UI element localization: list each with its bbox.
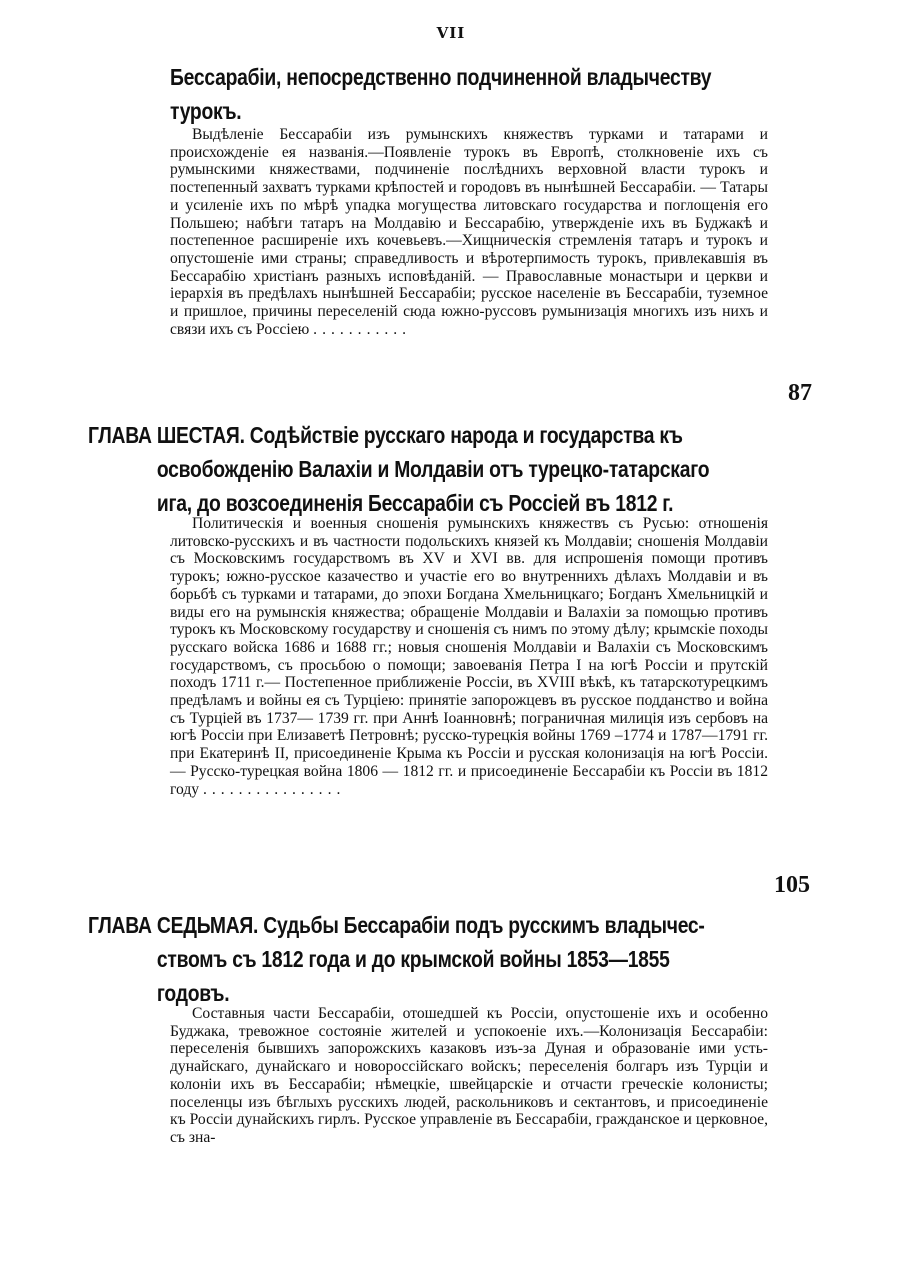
section5-heading: [170, 60, 711, 128]
heading-line: турокъ.: [170, 98, 242, 124]
summary-text: Политическія и военныя сношенія румынскихъ княжествъ съ Русью: отношенія литовско-русскихъ и въ частности подольскихъ князей къ Молдавіи; сношенія Молдавіи съ Московскимъ государствомъ въ XV и XVI вв. для испрошенія помощи противъ турокъ; южно-русское казачество и участіе его во внутреннихъ дѣлахъ Молдавіи и въ борьбѣ съ турками и татарами, до эпохи Богдана Хмельницкаго; Богданъ Хмельницкій и виды его на румынскія княжества; обращеніе Молдавіи и Валахіи за помощью противъ турокъ къ Московскому государству и сношенія съ нимъ по этому дѣлу; крымскіе походы русскаго войска 1686 и 1688 гг.; новыя сношенія Молдавіи и Валахіи съ Московскимъ государствомъ, съ просьбою о помощи; завоеванія Петра I на югѣ Россіи и прутскій походъ 1711 г.— Постепенное приближеніе Россіи, въ XVIII вѣкѣ, къ татарскотурецкимъ предѣламъ и войны ея съ Турціею: принятіе запорожцевъ въ русское подданство и война съ Турціей въ 1737— 1739 гг. при Аннѣ Іоанновнѣ; пограничная милиція изъ сербовъ на югѣ Россіи при Елизаветѣ Петровнѣ; русско-турецкія войны 1769 –1774 и 1787—1791 гг. при Екатеринѣ II, присоединеніе Крыма къ Россіи и русская колонизація на югѣ Россіи.— Русско-турецкая война 1806 — 1812 гг. и присоединеніе Бессарабіи къ Россіи въ 1812 году: [170, 515, 768, 798]
chapter-label: ГЛАВА: [88, 912, 152, 938]
heading-line: ига, до возсоединенія Бессарабіи съ Россіей въ 1812 г.: [156, 490, 674, 516]
chapter6-heading: [88, 418, 709, 520]
heading-line: Бессарабіи, непосредственно подчиненной владычеству: [170, 64, 712, 90]
section5-summary: [170, 126, 768, 338]
page-number-105: 105: [774, 872, 810, 898]
heading-line: СЕДЬМАЯ. Судьбы Бессарабіи подъ русскимъ владычес-: [156, 912, 705, 938]
chapter6-summary: [170, 515, 768, 798]
heading-line: ствомъ съ 1812 года и до крымской войны 1853—1855: [156, 946, 670, 972]
page-number-87: 87: [788, 380, 812, 406]
chapter7-heading: [88, 908, 705, 1010]
heading-line: ШЕСТАЯ. Содѣйствіе русскаго народа и государства къ: [156, 422, 683, 448]
dot-leader: ................: [203, 780, 346, 798]
chapter7-summary: [170, 1005, 768, 1147]
heading-line: годовъ.: [156, 980, 230, 1006]
summary-text: Составныя части Бессарабіи, отошедшей къ Россіи, опустошеніе ихъ и особенно Буджака, тревожное состояніе жителей и успокоеніе ихъ.—Колонизація Бессарабіи: переселенія бывшихъ запорожскихъ казаковъ изъ-за Дуная и образованіе ими усть-дунайскаго, дунайскаго и новороссійскаго войскъ; переселенія болгаръ изъ Турціи и колоніи ихъ въ Бессарабіи; нѣмецкіе, швейцарскіе и отчасти греческіе колонисты; поселенцы изъ бѣглыхъ русскихъ людей, раскольниковъ и сектантовъ, и присоединеніе къ Россіи дунайскихъ гирлъ. Русское управленіе въ Бессарабіи, гражданское и церковное, съ зна-: [170, 1005, 768, 1146]
heading-line: освобожденію Валахіи и Молдавіи отъ турецко-татарскаго: [156, 456, 710, 482]
page-folio: VII: [436, 24, 466, 42]
chapter-label: ГЛАВА: [88, 422, 152, 448]
dot-leader: ...........: [313, 320, 412, 338]
summary-text: Выдѣленіе Бессарабіи изъ румынскихъ княжествъ турками и татарами и происхожденіе ея названія.—Появленіе турокъ въ Европѣ, столкновеніе ихъ съ румынскими княжествами, подчиненіе послѣднихъ верховной власти турокъ и постепенный захватъ турками крѣпостей и городовъ въ нынѣшней Бессарабіи. — Татары и усиленіе ихъ по мѣрѣ упадка могущества литовскаго государства и поглощенія его Польшею; набѣги татаръ на Молдавію и Бессарабію, утвержденіе ихъ въ Буджакѣ и постепенное расширеніе ихъ кочевьевъ.—Хищническія стремленія татаръ и турокъ и опустошеніе ими страны; справедливость и вѣротерпимость турокъ, привлекавшія въ Бессарабію христіанъ разныхъ исповѣданій. — Православные монастыри и церкви и іерархія въ предѣлахъ нынѣшней Бессарабіи; русское населеніе въ Бессарабіи, туземное и пришлое, причины переселеній сюда южно-руссовъ румынизація многихъ изъ нихъ и связи ихъ съ Россіею: [170, 126, 768, 338]
